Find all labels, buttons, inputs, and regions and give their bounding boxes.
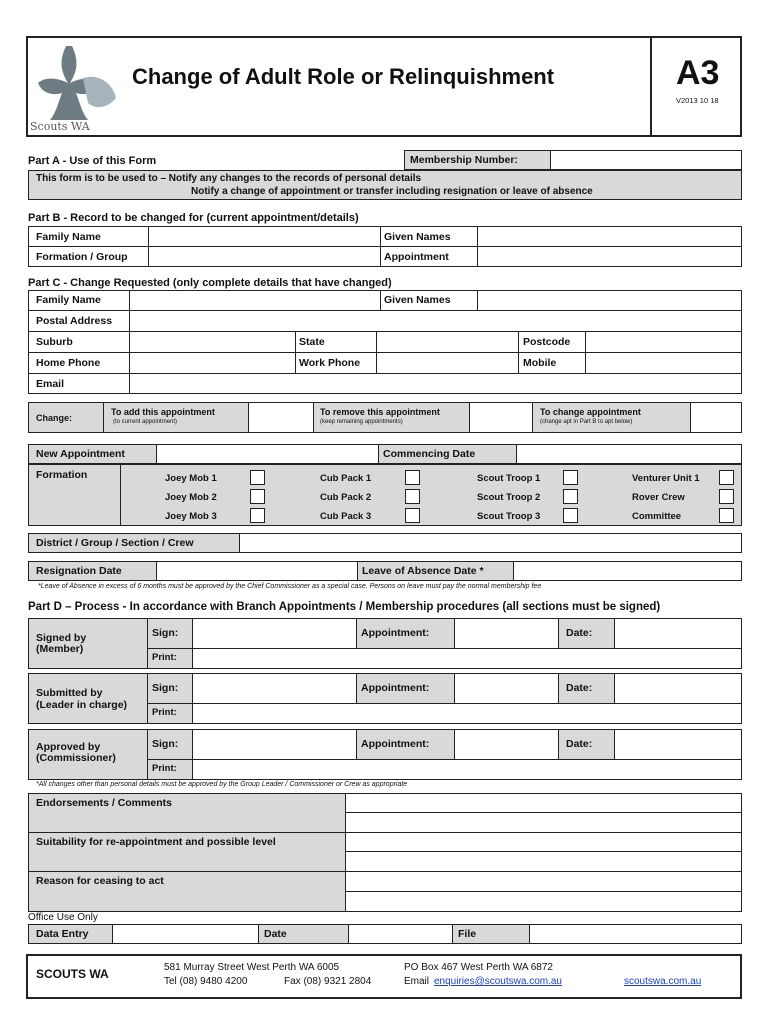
postal-address-label: Postal Address [36,315,113,327]
district-label: District / Group / Section / Crew [36,537,194,549]
endorsements-label: Endorsements / Comments [36,797,172,809]
unit-joey-3: Joey Mob 3 [165,511,217,522]
option-remove-sub: (keep remaining appointments) [320,419,403,425]
data-entry-field[interactable] [113,925,258,943]
checkbox-rover[interactable] [719,489,734,504]
footer-web-link[interactable]: scoutswa.com.au [624,976,702,987]
option-change-field[interactable] [691,403,741,432]
commencing-date-field[interactable] [517,445,741,463]
email-field[interactable] [130,374,741,393]
option-remove-label: To remove this appointment [320,407,440,417]
checkbox-scout-2[interactable] [563,489,578,504]
approved-sign-label: Sign: [152,738,179,750]
partB-given-names-label: Given Names [384,231,451,243]
submitted-date-field[interactable] [615,674,741,703]
form-title: Change of Adult Role or Relinquishment [132,64,555,89]
checkbox-venturer-1[interactable] [719,470,734,485]
unit-cub-1: Cub Pack 1 [320,473,372,484]
submitted-by-sub: (Leader in charge) [36,699,128,711]
work-phone-field[interactable] [377,353,518,373]
approved-date-label: Date: [566,738,593,750]
postcode-field[interactable] [586,332,741,352]
change-label: Change: [36,413,72,423]
logo-text: Scouts WA [30,120,90,133]
unit-committee: Committee [632,511,682,522]
mobile-label: Mobile [523,357,557,369]
district-field[interactable] [240,534,741,552]
option-add-sub: (to current appointment) [113,419,178,425]
new-appointment-label: New Appointment [36,448,125,460]
approved-appointment-field[interactable] [455,730,558,759]
approval-note: *All changes other than personal details must be approved by the Group Leader / Commissioner or Crew as appropriate [36,781,408,788]
unit-rover: Rover Crew [632,492,685,503]
new-appointment-field[interactable] [157,445,378,463]
partB-formation-field[interactable] [149,247,380,266]
approved-date-field[interactable] [615,730,741,759]
endorsements-field[interactable] [346,794,741,832]
partC-given-names-field[interactable] [478,291,741,310]
mobile-field[interactable] [586,353,741,373]
leave-date-field[interactable] [514,562,741,580]
data-entry-label: Data Entry [36,928,89,940]
membership-label: Membership Number: [410,154,518,166]
signed-date-label: Date: [566,627,593,639]
unit-joey-2: Joey Mob 2 [165,492,217,503]
unit-cub-3: Cub Pack 3 [320,511,372,522]
unit-venturer-1: Venturer Unit 1 [632,473,700,484]
commencing-date-label: Commencing Date [383,448,476,460]
footer-fax: Fax (08) 9321 2804 [284,976,372,987]
unit-cub-2: Cub Pack 2 [320,492,372,503]
partB-title: Part B - Record to be changed for (current appointment/details) [28,212,359,224]
file-field[interactable] [530,925,741,943]
form-version: V2013 10 18 [676,96,719,105]
option-add-label: To add this appointment [111,407,215,417]
partA-line1: This form is to be used to – Notify any changes to the records of personal details [36,173,422,184]
checkbox-cub-1[interactable] [405,470,420,485]
partC-family-name-label: Family Name [36,294,101,306]
option-change-sub: (change apt in Part B to apt below) [540,419,633,425]
office-date-label: Date [264,928,287,940]
unit-scout-2: Scout Troop 2 [477,492,541,503]
partC-given-names-label: Given Names [384,294,451,306]
work-phone-label: Work Phone [299,357,361,369]
checkbox-scout-3[interactable] [563,508,578,523]
signed-print-label: Print: [152,652,177,663]
submitted-print-label: Print: [152,707,177,718]
footer-tel: Tel (08) 9480 4200 [164,976,248,987]
approved-print-field[interactable] [193,760,741,779]
approved-by-sub: (Commissioner) [36,752,116,764]
suburb-field[interactable] [130,332,295,352]
submitted-sign-label: Sign: [152,682,179,694]
signed-date-field[interactable] [615,619,741,648]
checkbox-cub-2[interactable] [405,489,420,504]
suitability-field[interactable] [346,833,741,871]
submitted-by-label: Submitted by [36,687,103,699]
signed-by-sub: (Member) [36,643,84,655]
submitted-print-field[interactable] [193,704,741,723]
state-field[interactable] [377,332,518,352]
checkbox-committee[interactable] [719,508,734,523]
leave-note: *Leave of Absence in excess of 6 months must be approved by the Chief Commissioner as a special case. Persons on leave must pay the normal membership fee [38,583,542,590]
suburb-label: Suburb [36,336,73,348]
partC-title: Part C - Change Requested (only complete details that have changed) [28,277,392,289]
form-code: A3 [676,54,720,92]
reason-label: Reason for ceasing to act [36,875,164,887]
partA-title: Part A - Use of this Form [28,155,157,167]
footer-po: PO Box 467 West Perth WA 6872 [404,962,553,973]
checkbox-joey-3[interactable] [250,508,265,523]
approved-by-label: Approved by [36,741,101,753]
postcode-label: Postcode [523,336,571,348]
membership-number-field[interactable] [550,150,742,170]
home-phone-field[interactable] [130,353,295,373]
suitability-label: Suitability for re-appointment and possible level [36,836,276,848]
signed-sign-field[interactable] [193,619,356,648]
postal-address-field[interactable] [130,311,741,331]
partB-family-name-label: Family Name [36,231,101,243]
resignation-date-label: Resignation Date [36,565,122,577]
checkbox-joey-1[interactable] [250,470,265,485]
approved-print-label: Print: [152,763,177,774]
state-label: State [299,336,325,348]
partC-family-name-field[interactable] [130,291,380,310]
signed-by-label: Signed by [36,632,87,644]
partB-appointment-label: Appointment [384,251,449,263]
checkbox-cub-3[interactable] [405,508,420,523]
office-title: Office Use Only [28,912,98,923]
header-divider [650,36,652,137]
unit-scout-1: Scout Troop 1 [477,473,541,484]
submitted-date-label: Date: [566,682,593,694]
leave-date-label: Leave of Absence Date * [362,565,484,577]
signed-sign-label: Sign: [152,627,179,639]
signed-print-field[interactable] [193,649,741,668]
partB-family-name-field[interactable] [149,227,380,246]
signed-appointment-field[interactable] [455,619,558,648]
office-date-field[interactable] [349,925,452,943]
partB-appointment-field[interactable] [478,247,741,266]
submitted-sign-field[interactable] [193,674,356,703]
partA-line2: Notify a change of appointment or transfer including resignation or leave of absence [191,186,593,197]
submitted-appointment-label: Appointment: [361,682,430,694]
formation-label: Formation [36,469,88,481]
partB-formation-label: Formation / Group [36,251,128,263]
scouts-logo [28,38,120,135]
submitted-appointment-field[interactable] [455,674,558,703]
unit-joey-1: Joey Mob 1 [165,473,217,484]
approved-sign-field[interactable] [193,730,356,759]
file-label: File [458,928,477,940]
option-remove-field[interactable] [470,403,532,432]
partD-title: Part D – Process - In accordance with Branch Appointments / Membership procedures (all sections must be signed) [28,601,661,613]
checkbox-joey-2[interactable] [250,489,265,504]
resignation-date-field[interactable] [157,562,357,580]
footer-org: SCOUTS WA [36,967,109,981]
signed-appointment-label: Appointment: [361,627,430,639]
footer-email-link[interactable]: enquiries@scoutswa.com.au [434,976,562,987]
option-change-label: To change appointment [540,407,641,417]
option-add-field[interactable] [249,403,313,432]
home-phone-label: Home Phone [36,357,101,369]
footer-address: 581 Murray Street West Perth WA 6005 [164,962,340,973]
checkbox-scout-1[interactable] [563,470,578,485]
partB-given-names-field[interactable] [478,227,741,246]
approved-appointment-label: Appointment: [361,738,430,750]
email-label: Email [36,378,65,390]
unit-scout-3: Scout Troop 3 [477,511,541,522]
footer-email-label: Email [404,976,430,987]
